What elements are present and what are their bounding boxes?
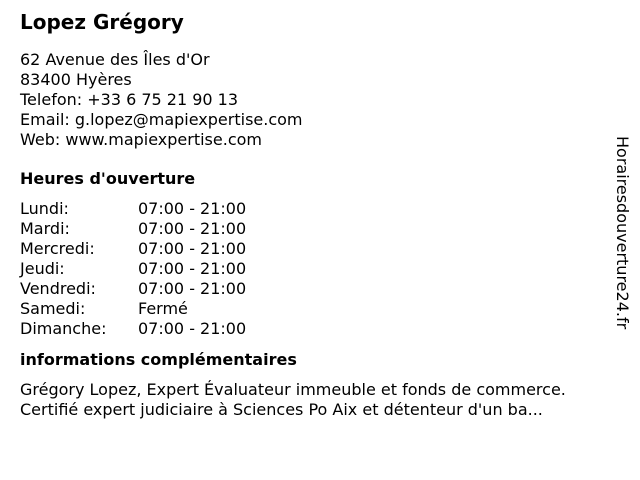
- business-card: [20, 8, 610, 420]
- phone-line: Telefon: +33 6 75 21 90 13: [20, 90, 239, 109]
- day-label: Mardi:: [20, 219, 70, 238]
- additional-info-heading: informations complémentaires: [20, 350, 297, 369]
- time-range: 07:00 - 21:00: [138, 199, 247, 218]
- hours-row-tuesday: [20, 219, 610, 239]
- day-label: Dimanche:: [20, 319, 107, 338]
- time-range: 07:00 - 21:00: [138, 319, 247, 338]
- opening-hours-heading: Heures d'ouverture: [20, 169, 196, 188]
- time-range: 07:00 - 21:00: [138, 219, 247, 238]
- hours-row-wednesday: [20, 239, 610, 259]
- day-label: Vendredi:: [20, 279, 96, 298]
- hours-row-thursday: [20, 259, 610, 279]
- hours-row-saturday: [20, 299, 610, 319]
- hours-row-monday: [20, 199, 610, 219]
- web-line: Web: www.mapiexpertise.com: [20, 130, 262, 149]
- day-label: Samedi:: [20, 299, 86, 318]
- time-range: 07:00 - 21:00: [138, 239, 247, 258]
- hours-row-friday: [20, 279, 610, 299]
- business-name: Lopez Grégory: [20, 10, 184, 34]
- hours-row-sunday: [20, 319, 610, 339]
- address-line-2: 83400 Hyères: [20, 70, 132, 89]
- address-line-1: 62 Avenue des Îles d'Or: [20, 50, 210, 69]
- description-line-1: Grégory Lopez, Expert Évaluateur immeuble et fonds de commerce.: [20, 380, 566, 399]
- description-line-2: Certifié expert judiciaire à Sciences Po Aix et détenteur d'un ba...: [20, 400, 543, 419]
- day-label: Mercredi:: [20, 239, 95, 258]
- email-line: Email: g.lopez@mapiexpertise.com: [20, 110, 303, 129]
- day-label: Jeudi:: [20, 259, 65, 278]
- site-watermark: Horairesdouverture24.fr: [613, 136, 632, 330]
- day-label: Lundi:: [20, 199, 69, 218]
- time-range: 07:00 - 21:00: [138, 259, 247, 278]
- time-range: Fermé: [138, 299, 188, 318]
- time-range: 07:00 - 21:00: [138, 279, 247, 298]
